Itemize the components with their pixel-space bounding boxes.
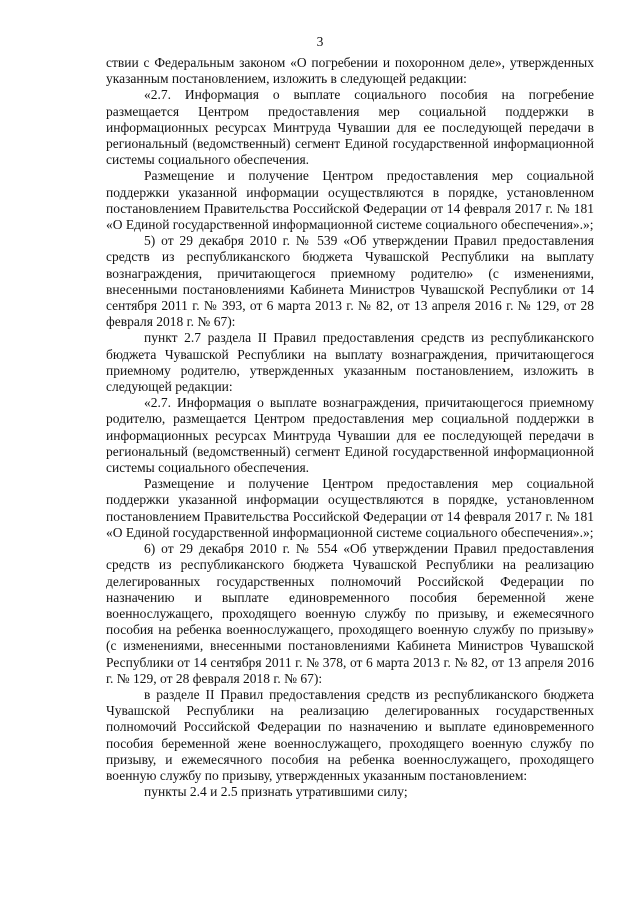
document-body <box>106 55 594 800</box>
paragraph-quote-2-7-reward: «2.7. Информация о выплате вознаграждения, причитающегося приемному родителю, размещается Центром предоставления мер социальной поддержки в информационных ресурсах Минтруда Чувашии для ее последующей передачи в региональный (ведомственный) сегмент Единой государственной информационной системы социального обеспечения. <box>106 395 594 476</box>
paragraph-point-2-7: пункт 2.7 раздела II Правил предоставления средств из республиканского бюджета Чувашской Республики на выплату вознаграждения, причитающегося приемному родителю, утвержденных указанным постановлением, изложить в следующей редакции: <box>106 330 594 395</box>
paragraph-quote-2-7-burial: «2.7. Информация о выплате социального пособия на погребение размещается Центром предоставления мер социальной поддержки в информационных ресурсах Минтруда Чувашии для ее последующей передачи в региональный (ведомственный) сегмент Единой государственной информационной системы социального обеспечения. <box>106 87 594 168</box>
paragraph-section-2: в разделе II Правил предоставления средств из республиканского бюджета Чувашской Республики на реализацию делегированных государственных полномочий Российской Федерации по назначению и выплате единовременного пособия беременной жене военнослужащего, проходящего военную службу по призыву, и ежемесячного пособия на ребенка военнослужащего, проходящего военную службу по призыву, утвержденных указанным постановлением: <box>106 686 594 783</box>
paragraph-placement-1: Размещение и получение Центром предоставления мер социальной поддержки указанной информации осуществляются в порядке, установленном постановлением Правительства Российской Федерации от 14 февраля 2017 г. № 181 «О Единой государственной информационной системе социального обеспечения».»; <box>106 168 594 233</box>
paragraph-points-repealed: пункты 2.4 и 2.5 признать утратившими силу; <box>144 784 408 800</box>
paragraph-continuation: ствии с Федеральным законом «О погребении и похоронном деле», утвержденных указанным постановлением, изложить в следующей редакции: <box>106 55 594 87</box>
paragraph-item-5: 5) от 29 декабря 2010 г. № 539 «Об утверждении Правил предоставления средств из республиканского бюджета Чувашской Республики на выплату вознаграждения, причитающегося приемному родителю» (с изменениями, внесенными постановлениями Кабинета Министров Чувашской Республики от 14 сентября 2011 г. № 393, от 6 марта 2013 г. № 82, от 13 апреля 2016 г. № 129, от 28 февраля 2018 г. № 67): <box>106 233 594 330</box>
page-number: 3 <box>316 34 324 49</box>
paragraph-item-6: 6) от 29 декабря 2010 г. № 554 «Об утверждении Правил предоставления средств из республиканского бюджета Чувашской Республики на реализацию делегированных государственных полномочий Российской Федерации по назначению и выплате единовременного пособия беременной жене военнослужащего, проходящего военную службу по призыву, и ежемесячного пособия на ребенка военнослужащего, проходящего военную службу по призыву» (с изменениями, внесенными постановлениями Кабинета Министров Чувашской Республики от 14 сентября 2011 г. № 378, от 6 марта 2013 г. № 82, от 13 апреля 2016 г. № 129, от 28 февраля 2018 г. № 67): <box>106 541 594 686</box>
paragraph-placement-2: Размещение и получение Центром предоставления мер социальной поддержки указанной информации осуществляются в порядке, установленном постановлением Правительства Российской Федерации от 14 февраля 2017 г. № 181 «О Единой государственной информационной системе социального обеспечения».»; <box>106 476 594 540</box>
